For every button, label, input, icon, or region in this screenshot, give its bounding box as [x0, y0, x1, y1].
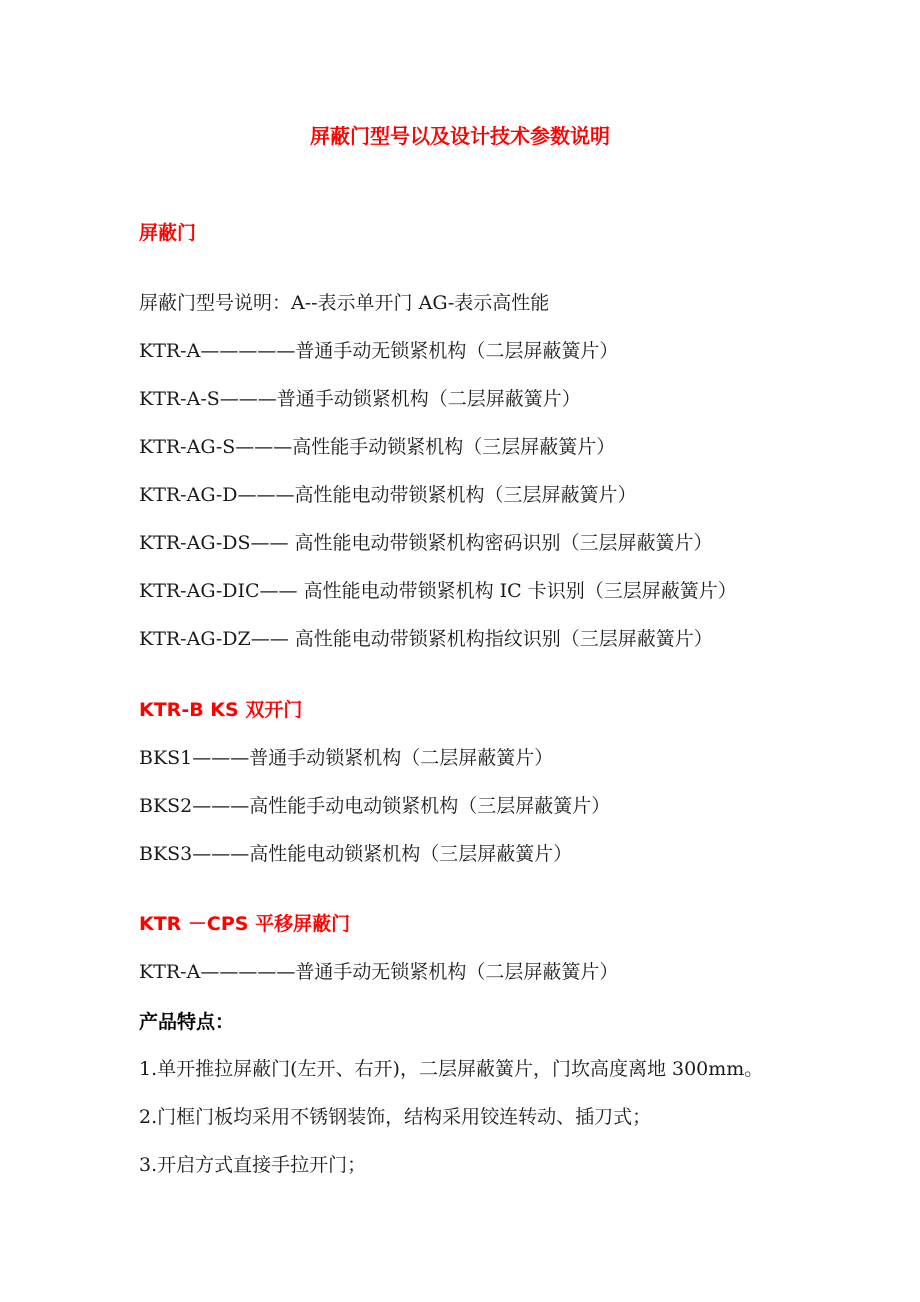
document-title: 屏蔽门型号以及设计技术参数说明 [310, 124, 610, 148]
model-description: 屏蔽门型号说明：A--表示单开门 AG-表示高性能 [139, 292, 550, 314]
features-heading: 产品特点： [139, 1011, 235, 1033]
model-item: BKS3———高性能电动锁紧机构（三层屏蔽簧片） [139, 843, 573, 865]
model-item: KTR-A-S———普通手动锁紧机构（二层屏蔽簧片） [139, 388, 581, 410]
model-item: KTR-A—————普通手动无锁紧机构（二层屏蔽簧片） [139, 961, 619, 983]
model-item: KTR-AG-S———高性能手动锁紧机构（三层屏蔽簧片） [139, 436, 616, 458]
model-item: BKS1———普通手动锁紧机构（二层屏蔽簧片） [139, 747, 554, 769]
model-item: KTR-AG-DZ—— 高性能电动带锁紧机构指纹识别（三层屏蔽簧片） [139, 628, 713, 650]
section-heading-shielded-door: 屏蔽门 [139, 222, 197, 244]
feature-item: 1.单开推拉屏蔽门(左开、右开)，二层屏蔽簧片，门坎高度离地 300mm。 [139, 1058, 764, 1080]
model-item: KTR-A—————普通手动无锁紧机构（二层屏蔽簧片） [139, 340, 619, 362]
feature-item: 2.门框门板均采用不锈钢装饰，结构采用铰连转动、插刀式； [139, 1106, 652, 1128]
model-item: KTR-AG-D———高性能电动带锁紧机构（三层屏蔽簧片） [139, 484, 637, 506]
section-heading-double-door: KTR-B KS 双开门 [139, 699, 303, 721]
model-item: BKS2———高性能手动电动锁紧机构（三层屏蔽簧片） [139, 795, 611, 817]
model-item: KTR-AG-DIC—— 高性能电动带锁紧机构 IC 卡识别（三层屏蔽簧片） [139, 580, 737, 602]
section-heading-sliding-door: KTR －CPS 平移屏蔽门 [139, 913, 351, 935]
feature-item: 3.开启方式直接手拉开门； [139, 1154, 367, 1176]
model-item: KTR-AG-DS—— 高性能电动带锁紧机构密码识别（三层屏蔽簧片） [139, 532, 713, 554]
